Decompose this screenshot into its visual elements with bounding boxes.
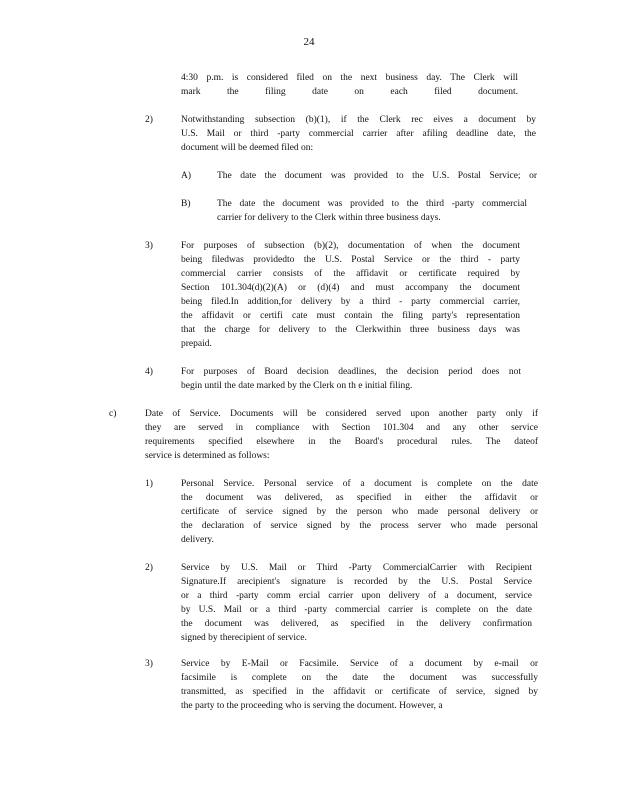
text-line: or a third -party comm ercial carrier upon delivery of a document, service (181, 591, 532, 601)
text-line: delivery. (181, 535, 214, 545)
text-line: certificate of service signed by the person who made personal delivery or (181, 507, 538, 517)
text-line: Notwithstanding subsection (b)(1), if the Clerk rec eives a document by (181, 115, 536, 125)
text-line: begin until the date marked by the Clerk on th e initial filing. (181, 381, 413, 391)
text-line: Date of Service. Documents will be considered served upon another party only if (145, 409, 538, 419)
paragraph-b4 (181, 365, 521, 393)
text-line: Signature.If arecipient's signature is recorded by the U.S. Postal Service (181, 577, 532, 587)
text-line: For purposes of subsection (b)(2), documentation of when the document (181, 241, 520, 251)
paragraph-b2-b (217, 197, 527, 225)
text-line: being filedwas providedto the U.S. Postal Service or the third - party (181, 255, 520, 265)
text-line: the party to the proceeding who is serving the document. However, a (181, 701, 443, 711)
text-line: U.S. Mail or third -party commercial carrier after afiling deadline date, the (181, 129, 536, 139)
text-line: Section 101.304(d)(2)(A) or (d)(4) and must accompany the document (181, 283, 520, 293)
text-line: Personal Service. Personal service of a document is complete on the date (181, 479, 538, 489)
text-line: mark the filing date on each filed document. (181, 87, 518, 97)
text-line: document will be deemed filed on: (181, 143, 314, 153)
item-marker: 4) (145, 367, 153, 377)
text-line: they are served in compliance with Section 101.304 and any other service (145, 423, 538, 433)
paragraph-c (145, 407, 538, 463)
text-line: Service by E-Mail or Facsimile. Service of a document by e-mail or (181, 659, 538, 669)
item-marker: 2) (145, 563, 153, 573)
item-marker: 3) (145, 659, 153, 669)
text-line: requirements specified elsewhere in the Board's procedural rules. The dateof (145, 437, 538, 447)
continued-paragraph (181, 71, 518, 99)
text-line: the affidavit or certifi cate must contain the filing party's representation (181, 311, 520, 321)
text-line: commercial carrier consists of the affidavit or certificate required by (181, 269, 520, 279)
text-line: the document was delivered, as specified in the delivery confirmation (181, 619, 532, 629)
text-line: facsimile is complete on the date the document was successfully (181, 673, 538, 683)
item-marker: 1) (145, 479, 153, 489)
text-line: the document was delivered, as specified in either the affidavit or (181, 493, 538, 503)
page-number: 24 (303, 36, 315, 48)
text-line: carrier for delivery to the Clerk within three business days. (217, 213, 441, 223)
paragraph-c2 (181, 561, 532, 645)
text-line: the declaration of service signed by the process server who made personal (181, 521, 538, 531)
text-line: transmitted, as specified in the affidavit or certificate of service, signed by (181, 687, 538, 697)
item-marker: 3) (145, 241, 153, 251)
paragraph-c1 (181, 477, 538, 547)
text-line: service is determined as follows: (145, 451, 270, 461)
paragraph-b2 (181, 113, 536, 155)
text-line: For purposes of Board decision deadlines, the decision period does not (181, 367, 521, 377)
item-marker: A) (181, 171, 192, 181)
text-line: Service by U.S. Mail or Third -Party CommercialCarrier with Recipient (181, 563, 532, 573)
text-line: The date the document was provided to the third -party commercial (217, 199, 527, 209)
text-line: that the charge for delivery to the Clerkwithin three business days was (181, 325, 520, 335)
text-line: by U.S. Mail or a third -party commercial carrier is complete on the date (181, 605, 532, 615)
text-line: signed by therecipient of service. (181, 633, 307, 643)
paragraph-b2-a (217, 169, 537, 183)
item-marker: 2) (145, 115, 153, 125)
paragraph-b3 (181, 239, 520, 351)
text-line: The date the document was provided to the U.S. Postal Service; or (217, 171, 537, 181)
section-marker: c) (109, 409, 117, 419)
text-line: prepaid. (181, 339, 212, 349)
item-marker: B) (181, 199, 191, 209)
text-line: being filed.In addition,for delivery by a third - party commercial carrier, (181, 297, 520, 307)
text-line: 4:30 p.m. is considered filed on the next business day. The Clerk will (181, 73, 518, 83)
paragraph-c3 (181, 657, 538, 713)
